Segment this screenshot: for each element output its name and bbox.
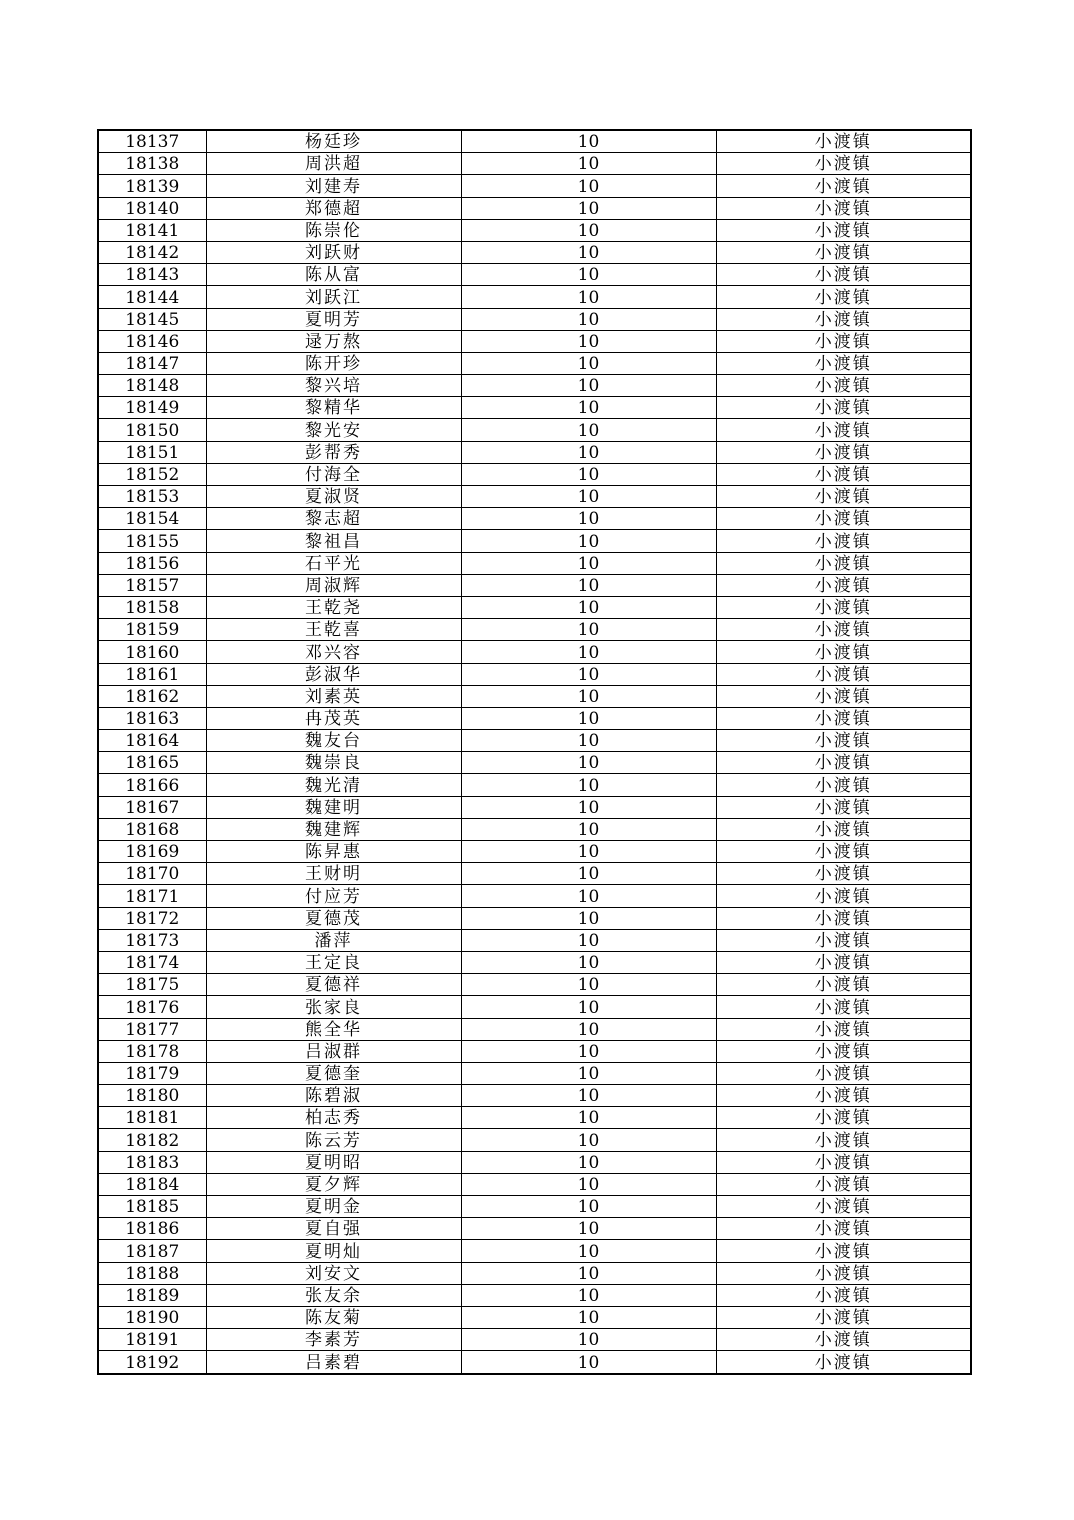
amount-cell: 10 — [461, 685, 716, 707]
record-id-cell: 18177 — [98, 1018, 206, 1040]
table-row — [98, 508, 971, 530]
amount-cell: 10 — [461, 264, 716, 286]
town-cell: 小渡镇 — [716, 951, 971, 973]
person-name-cell: 黎祖昌 — [206, 530, 461, 552]
amount-cell: 10 — [461, 1151, 716, 1173]
person-name-cell: 邓兴容 — [206, 641, 461, 663]
town-cell: 小渡镇 — [716, 1306, 971, 1328]
record-id-cell: 18190 — [98, 1306, 206, 1328]
record-id-cell: 18153 — [98, 486, 206, 508]
town-cell: 小渡镇 — [716, 596, 971, 618]
person-name-cell: 王财明 — [206, 863, 461, 885]
table-row — [98, 197, 971, 219]
town-cell: 小渡镇 — [716, 841, 971, 863]
table-row — [98, 996, 971, 1018]
table-row — [98, 929, 971, 951]
person-name-cell: 魏崇良 — [206, 752, 461, 774]
amount-cell: 10 — [461, 818, 716, 840]
amount-cell: 10 — [461, 241, 716, 263]
town-cell: 小渡镇 — [716, 397, 971, 419]
town-cell: 小渡镇 — [716, 885, 971, 907]
amount-cell: 10 — [461, 286, 716, 308]
record-id-cell: 18175 — [98, 974, 206, 996]
roster-table — [97, 129, 972, 1375]
table-row — [98, 375, 971, 397]
amount-cell: 10 — [461, 641, 716, 663]
record-id-cell: 18170 — [98, 863, 206, 885]
town-cell: 小渡镇 — [716, 1107, 971, 1129]
table-row — [98, 1240, 971, 1262]
table-row — [98, 907, 971, 929]
amount-cell: 10 — [461, 1062, 716, 1084]
town-cell: 小渡镇 — [716, 929, 971, 951]
amount-cell: 10 — [461, 1351, 716, 1374]
record-id-cell: 18192 — [98, 1351, 206, 1374]
record-id-cell: 18164 — [98, 730, 206, 752]
table-row — [98, 1329, 971, 1351]
amount-cell: 10 — [461, 774, 716, 796]
record-id-cell: 18138 — [98, 153, 206, 175]
amount-cell: 10 — [461, 951, 716, 973]
town-cell: 小渡镇 — [716, 197, 971, 219]
table-row — [98, 241, 971, 263]
table-row — [98, 663, 971, 685]
town-cell: 小渡镇 — [716, 463, 971, 485]
table-row — [98, 1218, 971, 1240]
table-row — [98, 1306, 971, 1328]
town-cell: 小渡镇 — [716, 352, 971, 374]
record-id-cell: 18147 — [98, 352, 206, 374]
table-row — [98, 685, 971, 707]
table-row — [98, 175, 971, 197]
town-cell: 小渡镇 — [716, 1329, 971, 1351]
town-cell: 小渡镇 — [716, 752, 971, 774]
record-id-cell: 18168 — [98, 818, 206, 840]
person-name-cell: 刘安文 — [206, 1262, 461, 1284]
town-cell: 小渡镇 — [716, 1240, 971, 1262]
table-row — [98, 530, 971, 552]
amount-cell: 10 — [461, 1218, 716, 1240]
record-id-cell: 18183 — [98, 1151, 206, 1173]
person-name-cell: 陈友菊 — [206, 1306, 461, 1328]
amount-cell: 10 — [461, 1129, 716, 1151]
amount-cell: 10 — [461, 863, 716, 885]
record-id-cell: 18172 — [98, 907, 206, 929]
town-cell: 小渡镇 — [716, 264, 971, 286]
person-name-cell: 夏德茂 — [206, 907, 461, 929]
person-name-cell: 吕淑群 — [206, 1040, 461, 1062]
table-row — [98, 818, 971, 840]
amount-cell: 10 — [461, 375, 716, 397]
record-id-cell: 18160 — [98, 641, 206, 663]
person-name-cell: 柏志秀 — [206, 1107, 461, 1129]
table-row — [98, 974, 971, 996]
table-row — [98, 552, 971, 574]
table-row — [98, 863, 971, 885]
record-id-cell: 18145 — [98, 308, 206, 330]
amount-cell: 10 — [461, 463, 716, 485]
record-id-cell: 18173 — [98, 929, 206, 951]
table-row — [98, 1062, 971, 1084]
amount-cell: 10 — [461, 441, 716, 463]
town-cell: 小渡镇 — [716, 1218, 971, 1240]
person-name-cell: 夏明灿 — [206, 1240, 461, 1262]
table-row — [98, 774, 971, 796]
town-cell: 小渡镇 — [716, 153, 971, 175]
amount-cell: 10 — [461, 619, 716, 641]
record-id-cell: 18157 — [98, 574, 206, 596]
table-row — [98, 153, 971, 175]
town-cell: 小渡镇 — [716, 863, 971, 885]
table-row — [98, 130, 971, 153]
table-row — [98, 1018, 971, 1040]
town-cell: 小渡镇 — [716, 530, 971, 552]
amount-cell: 10 — [461, 1306, 716, 1328]
person-name-cell: 魏光清 — [206, 774, 461, 796]
person-name-cell: 夏自强 — [206, 1218, 461, 1240]
amount-cell: 10 — [461, 1018, 716, 1040]
town-cell: 小渡镇 — [716, 219, 971, 241]
table-row — [98, 352, 971, 374]
town-cell: 小渡镇 — [716, 796, 971, 818]
amount-cell: 10 — [461, 197, 716, 219]
town-cell: 小渡镇 — [716, 641, 971, 663]
person-name-cell: 魏建辉 — [206, 818, 461, 840]
table-row — [98, 330, 971, 352]
town-cell: 小渡镇 — [716, 974, 971, 996]
town-cell: 小渡镇 — [716, 1062, 971, 1084]
person-name-cell: 夏明芳 — [206, 308, 461, 330]
record-id-cell: 18142 — [98, 241, 206, 263]
town-cell: 小渡镇 — [716, 1351, 971, 1374]
town-cell: 小渡镇 — [716, 818, 971, 840]
person-name-cell: 夏明金 — [206, 1196, 461, 1218]
person-name-cell: 夏德奎 — [206, 1062, 461, 1084]
person-name-cell: 黎兴培 — [206, 375, 461, 397]
town-cell: 小渡镇 — [716, 486, 971, 508]
amount-cell: 10 — [461, 996, 716, 1018]
amount-cell: 10 — [461, 841, 716, 863]
record-id-cell: 18159 — [98, 619, 206, 641]
amount-cell: 10 — [461, 796, 716, 818]
town-cell: 小渡镇 — [716, 308, 971, 330]
amount-cell: 10 — [461, 308, 716, 330]
town-cell: 小渡镇 — [716, 663, 971, 685]
record-id-cell: 18139 — [98, 175, 206, 197]
table-row — [98, 841, 971, 863]
record-id-cell: 18151 — [98, 441, 206, 463]
person-name-cell: 石平光 — [206, 552, 461, 574]
amount-cell: 10 — [461, 330, 716, 352]
person-name-cell: 李素芳 — [206, 1329, 461, 1351]
amount-cell: 10 — [461, 1240, 716, 1262]
person-name-cell: 魏建明 — [206, 796, 461, 818]
table-row — [98, 730, 971, 752]
record-id-cell: 18184 — [98, 1173, 206, 1195]
record-id-cell: 18143 — [98, 264, 206, 286]
town-cell: 小渡镇 — [716, 330, 971, 352]
amount-cell: 10 — [461, 1107, 716, 1129]
record-id-cell: 18163 — [98, 707, 206, 729]
record-id-cell: 18152 — [98, 463, 206, 485]
table-row — [98, 1351, 971, 1374]
record-id-cell: 18162 — [98, 685, 206, 707]
person-name-cell: 王乾尧 — [206, 596, 461, 618]
person-name-cell: 张家良 — [206, 996, 461, 1018]
record-id-cell: 18148 — [98, 375, 206, 397]
amount-cell: 10 — [461, 153, 716, 175]
table-row — [98, 219, 971, 241]
table-row — [98, 619, 971, 641]
amount-cell: 10 — [461, 1262, 716, 1284]
town-cell: 小渡镇 — [716, 996, 971, 1018]
person-name-cell: 付海全 — [206, 463, 461, 485]
record-id-cell: 18174 — [98, 951, 206, 973]
amount-cell: 10 — [461, 1040, 716, 1062]
record-id-cell: 18150 — [98, 419, 206, 441]
amount-cell: 10 — [461, 530, 716, 552]
person-name-cell: 陈从富 — [206, 264, 461, 286]
person-name-cell: 彭帮秀 — [206, 441, 461, 463]
amount-cell: 10 — [461, 486, 716, 508]
record-id-cell: 18185 — [98, 1196, 206, 1218]
table-row — [98, 1284, 971, 1306]
person-name-cell: 吕素碧 — [206, 1351, 461, 1374]
person-name-cell: 夏德祥 — [206, 974, 461, 996]
roster-table-body — [98, 130, 971, 1374]
amount-cell: 10 — [461, 130, 716, 153]
person-name-cell: 王乾喜 — [206, 619, 461, 641]
town-cell: 小渡镇 — [716, 241, 971, 263]
record-id-cell: 18140 — [98, 197, 206, 219]
table-row — [98, 486, 971, 508]
table-row — [98, 1151, 971, 1173]
table-row — [98, 308, 971, 330]
record-id-cell: 18154 — [98, 508, 206, 530]
table-row — [98, 707, 971, 729]
amount-cell: 10 — [461, 1196, 716, 1218]
table-row — [98, 574, 971, 596]
amount-cell: 10 — [461, 907, 716, 929]
record-id-cell: 18179 — [98, 1062, 206, 1084]
person-name-cell: 周淑辉 — [206, 574, 461, 596]
table-row — [98, 286, 971, 308]
record-id-cell: 18144 — [98, 286, 206, 308]
record-id-cell: 18180 — [98, 1085, 206, 1107]
amount-cell: 10 — [461, 596, 716, 618]
record-id-cell: 18182 — [98, 1129, 206, 1151]
town-cell: 小渡镇 — [716, 1129, 971, 1151]
table-row — [98, 596, 971, 618]
table-row — [98, 419, 971, 441]
person-name-cell: 夏明昭 — [206, 1151, 461, 1173]
person-name-cell: 刘跃江 — [206, 286, 461, 308]
person-name-cell: 刘建寿 — [206, 175, 461, 197]
person-name-cell: 陈碧淑 — [206, 1085, 461, 1107]
town-cell: 小渡镇 — [716, 907, 971, 929]
town-cell: 小渡镇 — [716, 774, 971, 796]
record-id-cell: 18158 — [98, 596, 206, 618]
amount-cell: 10 — [461, 352, 716, 374]
record-id-cell: 18149 — [98, 397, 206, 419]
town-cell: 小渡镇 — [716, 286, 971, 308]
town-cell: 小渡镇 — [716, 1040, 971, 1062]
record-id-cell: 18189 — [98, 1284, 206, 1306]
amount-cell: 10 — [461, 397, 716, 419]
table-row — [98, 1085, 971, 1107]
record-id-cell: 18178 — [98, 1040, 206, 1062]
town-cell: 小渡镇 — [716, 375, 971, 397]
table-row — [98, 951, 971, 973]
table-row — [98, 1129, 971, 1151]
town-cell: 小渡镇 — [716, 441, 971, 463]
amount-cell: 10 — [461, 1284, 716, 1306]
town-cell: 小渡镇 — [716, 574, 971, 596]
person-name-cell: 陈崇伦 — [206, 219, 461, 241]
person-name-cell: 刘素英 — [206, 685, 461, 707]
amount-cell: 10 — [461, 1173, 716, 1195]
person-name-cell: 夏夕辉 — [206, 1173, 461, 1195]
amount-cell: 10 — [461, 885, 716, 907]
person-name-cell: 陈云芳 — [206, 1129, 461, 1151]
amount-cell: 10 — [461, 419, 716, 441]
amount-cell: 10 — [461, 707, 716, 729]
person-name-cell: 熊全华 — [206, 1018, 461, 1040]
person-name-cell: 夏淑贤 — [206, 486, 461, 508]
town-cell: 小渡镇 — [716, 1262, 971, 1284]
record-id-cell: 18161 — [98, 663, 206, 685]
table-row — [98, 1107, 971, 1129]
town-cell: 小渡镇 — [716, 175, 971, 197]
amount-cell: 10 — [461, 1085, 716, 1107]
amount-cell: 10 — [461, 508, 716, 530]
town-cell: 小渡镇 — [716, 730, 971, 752]
person-name-cell: 刘跃财 — [206, 241, 461, 263]
person-name-cell: 逯万熬 — [206, 330, 461, 352]
town-cell: 小渡镇 — [716, 1151, 971, 1173]
person-name-cell: 杨廷珍 — [206, 130, 461, 153]
amount-cell: 10 — [461, 752, 716, 774]
town-cell: 小渡镇 — [716, 1173, 971, 1195]
amount-cell: 10 — [461, 552, 716, 574]
amount-cell: 10 — [461, 1329, 716, 1351]
record-id-cell: 18169 — [98, 841, 206, 863]
person-name-cell: 郑德超 — [206, 197, 461, 219]
person-name-cell: 陈昇惠 — [206, 841, 461, 863]
table-row — [98, 397, 971, 419]
town-cell: 小渡镇 — [716, 1085, 971, 1107]
person-name-cell: 付应芳 — [206, 885, 461, 907]
table-row — [98, 1262, 971, 1284]
town-cell: 小渡镇 — [716, 685, 971, 707]
town-cell: 小渡镇 — [716, 508, 971, 530]
town-cell: 小渡镇 — [716, 619, 971, 641]
record-id-cell: 18141 — [98, 219, 206, 241]
amount-cell: 10 — [461, 730, 716, 752]
town-cell: 小渡镇 — [716, 130, 971, 153]
person-name-cell: 黎志超 — [206, 508, 461, 530]
person-name-cell: 潘萍 — [206, 929, 461, 951]
record-id-cell: 18186 — [98, 1218, 206, 1240]
table-row — [98, 1196, 971, 1218]
person-name-cell: 周洪超 — [206, 153, 461, 175]
town-cell: 小渡镇 — [716, 1284, 971, 1306]
amount-cell: 10 — [461, 974, 716, 996]
town-cell: 小渡镇 — [716, 1018, 971, 1040]
person-name-cell: 黎精华 — [206, 397, 461, 419]
record-id-cell: 18146 — [98, 330, 206, 352]
record-id-cell: 18191 — [98, 1329, 206, 1351]
amount-cell: 10 — [461, 574, 716, 596]
record-id-cell: 18156 — [98, 552, 206, 574]
table-row — [98, 1040, 971, 1062]
town-cell: 小渡镇 — [716, 707, 971, 729]
table-row — [98, 441, 971, 463]
town-cell: 小渡镇 — [716, 1196, 971, 1218]
person-name-cell: 王定良 — [206, 951, 461, 973]
amount-cell: 10 — [461, 175, 716, 197]
amount-cell: 10 — [461, 219, 716, 241]
person-name-cell: 魏友台 — [206, 730, 461, 752]
table-row — [98, 264, 971, 286]
table-row — [98, 1173, 971, 1195]
town-cell: 小渡镇 — [716, 419, 971, 441]
person-name-cell: 陈开珍 — [206, 352, 461, 374]
table-row — [98, 463, 971, 485]
record-id-cell: 18176 — [98, 996, 206, 1018]
table-row — [98, 885, 971, 907]
amount-cell: 10 — [461, 929, 716, 951]
table-row — [98, 641, 971, 663]
record-id-cell: 18181 — [98, 1107, 206, 1129]
record-id-cell: 18171 — [98, 885, 206, 907]
table-row — [98, 752, 971, 774]
record-id-cell: 18165 — [98, 752, 206, 774]
person-name-cell: 冉茂英 — [206, 707, 461, 729]
amount-cell: 10 — [461, 663, 716, 685]
record-id-cell: 18187 — [98, 1240, 206, 1262]
record-id-cell: 18188 — [98, 1262, 206, 1284]
record-id-cell: 18167 — [98, 796, 206, 818]
town-cell: 小渡镇 — [716, 552, 971, 574]
record-id-cell: 18137 — [98, 130, 206, 153]
person-name-cell: 彭淑华 — [206, 663, 461, 685]
record-id-cell: 18166 — [98, 774, 206, 796]
person-name-cell: 张友余 — [206, 1284, 461, 1306]
table-row — [98, 796, 971, 818]
person-name-cell: 黎光安 — [206, 419, 461, 441]
record-id-cell: 18155 — [98, 530, 206, 552]
